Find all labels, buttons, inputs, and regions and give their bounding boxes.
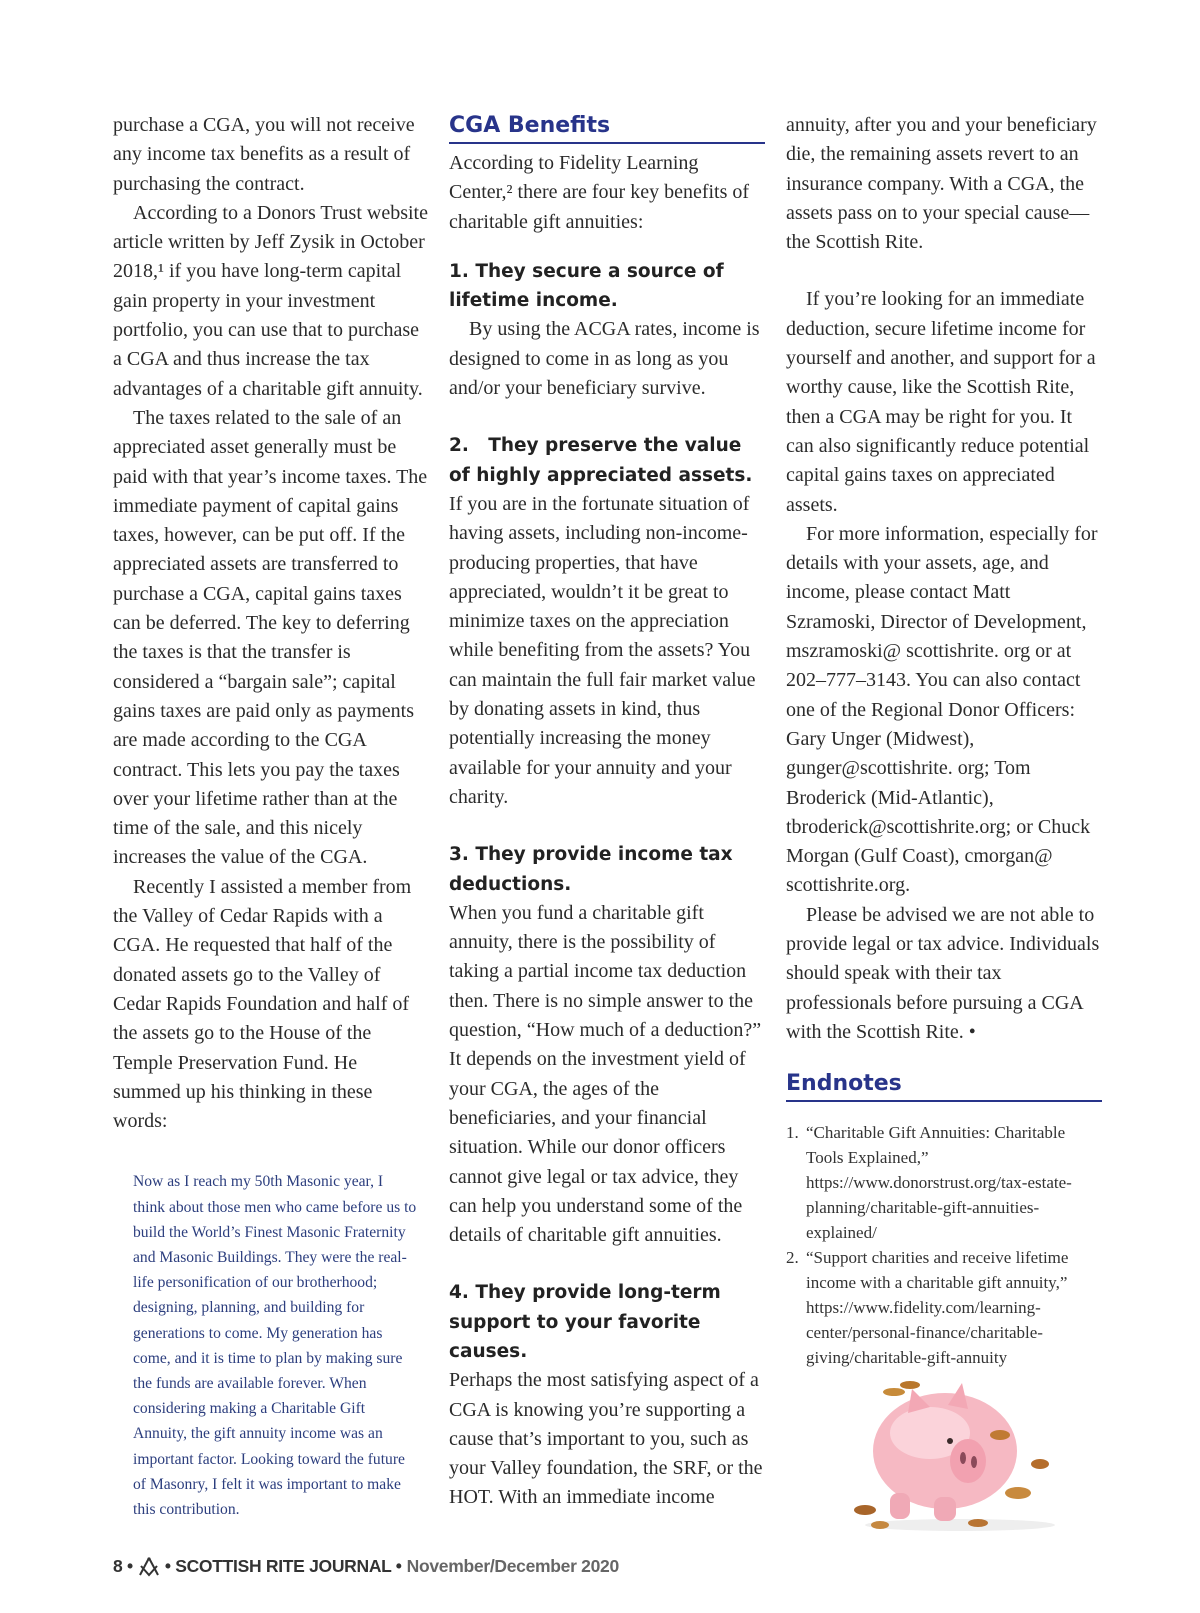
journal-title: • SCOTTISH RITE JOURNAL •	[164, 1556, 402, 1576]
page-number: 8 •	[113, 1556, 133, 1576]
paragraph: The taxes related to the sale of an appreciated asset generally must be paid with that year’s income taxes. The immediate payment of capital gains taxes, however, can be put off. If the appreciated assets are transferred to purchase a CGA, capital gains taxes can be deferred. The key to deferring the taxes is that the transfer is considered a “bargain sale”; capital gains taxes are paid only as payments are made according to the CGA contract. This lets you pay the taxes over your lifetime rather than at the time of the sale, and this nicely increases the value of the CGA.	[113, 406, 428, 869]
benefit-heading-2: 2. They preserve the value of highly appreciated assets.	[449, 435, 753, 486]
endnote-item: 2. “Support charities and receive lifetime income with a charitable gift annuity,” https://www.fidelity.com/learning-center/personal-finance/charitable-giving/charitable-gift-annuity	[786, 1248, 1069, 1368]
masonic-emblem-icon	[138, 1557, 160, 1577]
column-middle	[449, 111, 765, 1513]
paragraph: For more information, especially for details with your assets, age, and income, please contact Matt Szramoski, Director of Development, mszramoski@ scottishrite. org or at 202–777–3143. You can also contact one of the Regional Donor Officers: Gary Unger (Midwest), gunger@scottishrite. org; Tom Broderick (Mid-Atlantic), tbroderick@scottishrite.org; or Chuck Morgan (Gulf Coast), cmorgan@ scottishrite.org.	[786, 522, 1098, 897]
paragraph: If you’re looking for an immediate deduction, secure lifetime income for yourself and another, and support for a worthy cause, like the Scottish Rite, then a CGA may be right for you. It can also significantly reduce potential capital gains taxes on appreciated assets.	[786, 288, 1096, 516]
paragraph: annuity, after you and your beneficiary die, the remaining assets revert to an insurance company. With a CGA, the assets pass on to your special cause—the Scottish Rite.	[786, 114, 1097, 254]
section-heading-endnotes: Endnotes	[786, 1069, 1102, 1102]
paragraph: According to Fidelity Learning Center,² there are four key benefits of charitable gift annuities:	[449, 152, 750, 233]
column-right	[786, 111, 1102, 1370]
benefit-text-1: By using the ACGA rates, income is designed to come in as long as you and/or your beneficiary survive.	[449, 318, 760, 400]
member-quote: Now as I reach my 50th Masonic year, I think about those men who came before us to build the World’s Finest Masonic Fraternity and Masonic Buildings. They were the real-life personification of our brotherhood; designing, planning, and building for generations to come. My generation has come, and it is time to plan by making sure the funds are available forever. When considering making a Charitable Gift Annuity, the gift annuity income was an important factor. Looking toward the future of Masonry, I felt it was important to make this contribution.	[133, 1173, 417, 1519]
benefit-heading-1: 1. They secure a source of lifetime income.	[449, 260, 724, 312]
endnote-item: 1. “Charitable Gift Annuities: Charitable Tools Explained,” https://www.donorstrust.org/tax-estate-planning/charitable-gift-annuities-explained/	[786, 1123, 1072, 1243]
benefit-text-2: If you are in the fortunate situation of having assets, including non-income-producing properties, that have appreciated, wouldn’t it be great to minimize taxes on the appreciation while benefiting from the assets? You can maintain the full fair market value by donating assets in kind, thus potentially increasing the money available for your annuity and your charity.	[449, 492, 756, 808]
section-heading-cga-benefits: CGA Benefits	[449, 111, 765, 144]
paragraph: Recently I assisted a member from the Valley of Cedar Rapids with a CGA. He requested that half of the donated assets go to the Valley of Cedar Rapids Foundation and half of the assets go to the House of the Temple Preservation Fund. He summed up his thinking in these words:	[113, 875, 412, 1133]
paragraph: According to a Donors Trust website article written by Jeff Zysik in October 2018,¹ if you have long-term capital gain property in your investment portfolio, you can use that to purchase a CGA and thus increase the tax advantages of a charitable gift annuity.	[113, 201, 428, 400]
paragraph: Please be advised we are not able to provide legal or tax advice. Individuals should speak with their tax professionals before pursuing a CGA with the Scottish Rite. •	[786, 903, 1100, 1043]
benefit-heading-4: 4. They provide long-term support to your favorite causes.	[449, 1282, 721, 1362]
benefit-heading-3: 3. They provide income tax deductions.	[449, 844, 733, 895]
page-footer	[113, 1556, 619, 1577]
issue-date: November/December 2020	[406, 1556, 619, 1576]
endnotes-list	[786, 1120, 1102, 1370]
piggy-bank-image	[850, 1375, 1080, 1540]
benefit-text-3: When you fund a charitable gift annuity, there is the possibility of taking a partial income tax deduction then. There is no simple answer to the question, “How much of a deduction?” It depends on the investment yield of your CGA, the ages of the beneficiaries, and your financial situation. While our donor officers cannot give legal or tax advice, they can help you understand some of the details of charitable gift annuities.	[449, 901, 762, 1247]
benefit-text-4: Perhaps the most satisfying aspect of a CGA is knowing you’re supporting a cause that’s important to you, such as your Valley foundation, the SRF, or the HOT. With an immediate income	[449, 1369, 763, 1509]
paragraph: purchase a CGA, you will not receive any income tax benefits as a result of purchasing the contract.	[113, 114, 415, 195]
column-left	[113, 111, 429, 1522]
